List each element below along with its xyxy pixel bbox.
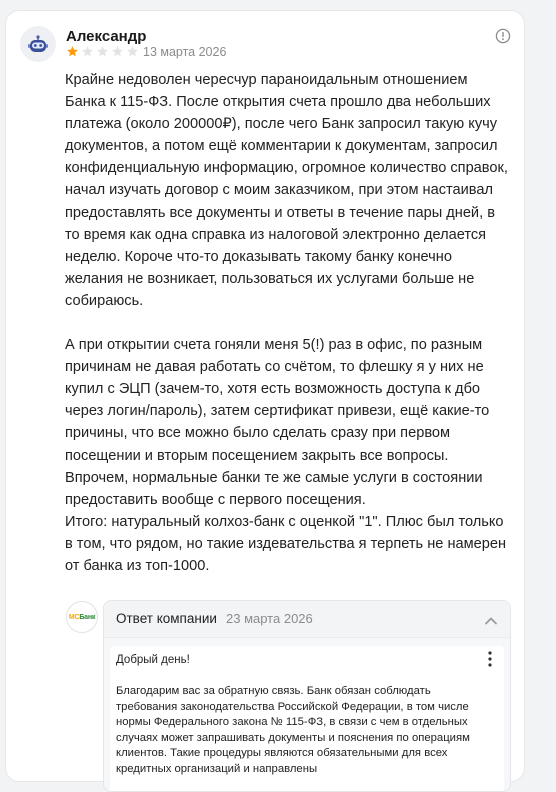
company-logo xyxy=(66,601,98,633)
review-paragraph: А при открытии счета гоняли меня 5(!) раз в офис, по разным причинам не давая работать со счётом, то флешку я у них не купил с ЭЦП (зачем-то, хотя есть возможность доступа к дбо через логин/пароль), затем сертификат привези, ещё какие-то причины, что все можно было сделать сразу при первом посещении и вторым посещением закрыть все вопросы. Впрочем, нормальные банки те же самые услуги в состоянии предоставить вообще с первого посещения. Итого: натуральный колхоз-банк с оценкой "1". Плюс был только в том, что рядом, но такие издевательства я терпеть не намерен от банка из топ-1000. xyxy=(65,337,507,574)
info-circle-icon[interactable] xyxy=(495,28,511,44)
company-reply-greeting: Добрый день! xyxy=(116,654,190,666)
company-logo-mc: МС xyxy=(68,613,80,621)
review-paragraph: Крайне недоволен чересчур параноидальным отношением Банка к 115-ФЗ. После открытия счета прошло два небольших платежа (около 200000₽), после чего Банк запросил такую кучу документов, а потом ещё комментарии к документам, запросил конфиденциальную информацию, огромное количество справок, начал изучать договор с моим заказчиком, при этом настаивал предоставлять все документы и ответы в течение пары дней, в то время как одна справка из налоговой электронно делается неделю. Короче что-то доказывать такому банку конечно желания не возникает, пользоваться их услугами больше не собираюсь. xyxy=(65,72,508,309)
review-date: 13 марта 2026 xyxy=(143,45,227,59)
company-reply-text: Благодарим вас за обратную связь. Банк обязан соблюдать требования законодательства Российской Федерации, в том числе нормы Федерального закона № 115-ФЗ, в связи с чем в отдельных случаях может запрашивать документы и пояснения по операциям клиентов. Такие процедуры являются обязательными для всех кредитных организаций и направлены xyxy=(116,685,470,775)
star-icon xyxy=(111,45,124,58)
star-icon xyxy=(96,45,109,58)
star-icon xyxy=(66,45,79,58)
robot-avatar-icon[interactable] xyxy=(20,26,56,62)
review-card xyxy=(5,10,525,782)
rating-stars xyxy=(66,45,139,58)
company-logo-bank: Банк xyxy=(79,613,96,621)
company-reply-title: Ответ компании xyxy=(116,611,217,626)
company-reply-date: 23 марта 2026 xyxy=(226,611,313,626)
star-icon xyxy=(126,45,139,58)
vertical-dots-icon[interactable] xyxy=(484,650,496,668)
chevron-up-icon[interactable] xyxy=(484,613,498,623)
star-icon xyxy=(81,45,94,58)
review-author[interactable]: Александр xyxy=(66,28,147,45)
company-reply xyxy=(103,600,511,792)
company-reply-body xyxy=(110,646,504,792)
review-body xyxy=(65,69,510,577)
company-reply-header[interactable] xyxy=(104,601,510,638)
